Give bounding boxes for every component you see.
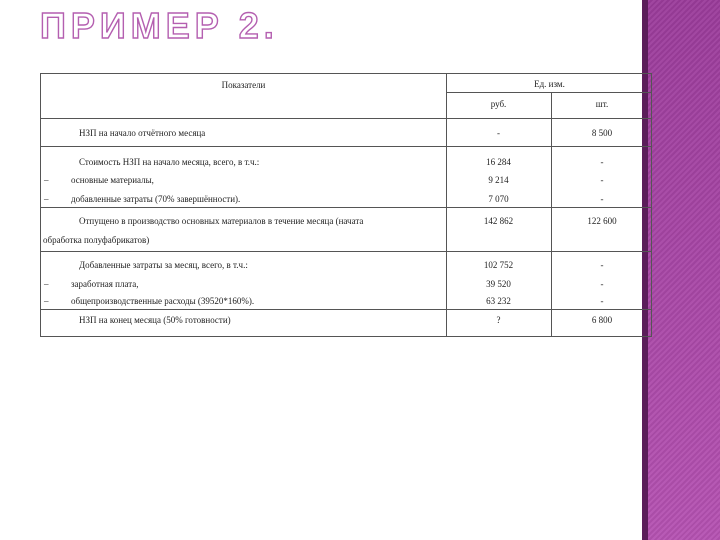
bullet-dash: – xyxy=(44,279,49,289)
row-value-pcs: - xyxy=(600,157,604,167)
row-value-rub: 142 862 xyxy=(483,216,514,226)
header-units: Ед. изм. xyxy=(534,79,565,89)
decorative-side-panel xyxy=(642,0,720,540)
row-label: основные материалы, xyxy=(71,175,154,185)
row-value-rub: - xyxy=(497,128,500,138)
row-divider xyxy=(41,118,651,119)
bullet-dash: – xyxy=(44,194,49,204)
bullet-dash: – xyxy=(44,296,49,306)
header-pcs: шт. xyxy=(595,99,609,109)
row-label: добавленные затраты (70% завершённости). xyxy=(71,194,241,204)
row-divider xyxy=(446,92,651,93)
row-divider xyxy=(41,207,651,208)
row-divider xyxy=(41,146,651,147)
row-value-pcs: - xyxy=(600,260,604,270)
row-value-pcs: 122 600 xyxy=(587,216,617,226)
row-value-rub: 16 284 xyxy=(486,157,511,167)
row-value-pcs: - xyxy=(600,279,604,289)
row-label: общепроизводственные расходы (39520*160%). xyxy=(71,296,255,306)
header-indicators: Показатели xyxy=(221,80,266,90)
row-label: Добавленные затраты за месяц, всего, в т.ч.: xyxy=(79,260,248,270)
row-value-rub: 39 520 xyxy=(486,279,511,289)
row-divider xyxy=(41,251,651,252)
row-value-pcs: - xyxy=(600,296,604,306)
row-label-continued: обработка полуфабрикатов) xyxy=(43,235,150,245)
row-label: НЗП на конец месяца (50% готовности) xyxy=(79,315,231,325)
row-label: заработная плата, xyxy=(71,279,139,289)
data-table xyxy=(40,73,652,337)
row-value-pcs: 8 500 xyxy=(591,128,613,138)
row-value-rub: 63 232 xyxy=(486,296,511,306)
row-label: Стоимость НЗП на начало месяца, всего, в т.ч.: xyxy=(79,157,260,167)
bullet-dash: – xyxy=(44,175,49,185)
row-divider xyxy=(41,309,651,310)
row-value-rub: ? xyxy=(496,315,501,325)
header-rub: руб. xyxy=(490,99,507,109)
row-value-rub: 7 070 xyxy=(488,194,509,204)
slide-title: ПРИМЕР 2. xyxy=(40,5,279,46)
row-value-pcs: - xyxy=(600,175,604,185)
row-label: Отпущено в производство основных материалов в течение месяца (начата xyxy=(79,216,364,226)
row-label: НЗП на начало отчётного месяца xyxy=(79,128,206,138)
row-value-pcs: 6 800 xyxy=(591,315,613,325)
row-value-rub: 9 214 xyxy=(488,175,509,185)
row-value-pcs: - xyxy=(600,194,604,204)
row-value-rub: 102 752 xyxy=(483,260,514,270)
